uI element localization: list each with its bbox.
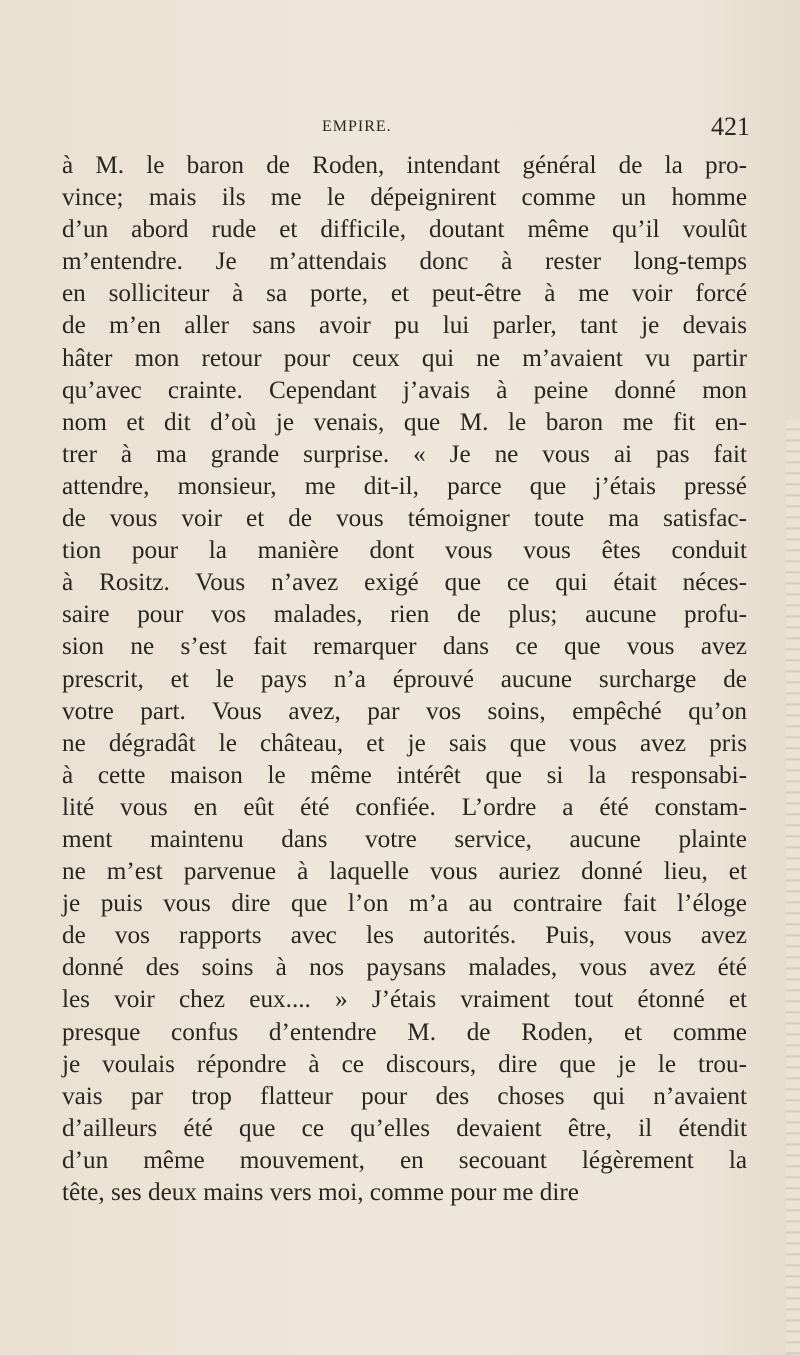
text-line: trer à ma grande surprise. « Je ne vous ai pas fait — [62, 440, 747, 468]
text-line: prescrit, et le pays n’a éprouvé aucune surcharge de — [62, 665, 747, 693]
text-line: d’ailleurs été que ce qu’elles devaient être, il étendit — [62, 1114, 747, 1142]
text-line: à Rositz. Vous n’avez exigé que ce qui était néces- — [62, 569, 747, 597]
text-line: de m’en aller sans avoir pu lui parler, tant je devais — [62, 312, 747, 340]
body-text — [62, 150, 747, 1209]
text-line: sion ne s’est fait remarquer dans ce que vous avez — [62, 633, 747, 661]
text-line: tion pour la manière dont vous vous êtes conduit — [62, 537, 747, 565]
text-line: tête, ses deux mains vers moi, comme pour me dire — [62, 1179, 579, 1206]
text-line: m’entendre. Je m’attendais donc à rester long-temps — [62, 248, 747, 276]
page-header — [60, 112, 750, 148]
text-line: d’un abord rude et difficile, doutant même qu’il voulût — [62, 216, 747, 244]
text-line: saire pour vos malades, rien de plus; aucune profu- — [62, 601, 747, 629]
text-line: hâter mon retour pour ceux qui ne m’avaient vu partir — [62, 344, 747, 372]
text-line: vince; mais ils me le dépeignirent comme un homme — [62, 184, 747, 212]
text-line: qu’avec crainte. Cependant j’avais à peine donné mon — [62, 376, 747, 404]
text-line: ne m’est parvenue à laquelle vous auriez donné lieu, et — [62, 858, 747, 886]
running-head: EMPIRE. — [322, 118, 392, 135]
text-line: votre part. Vous avez, par vos soins, empêché qu’on — [62, 697, 747, 725]
page-number: 421 — [711, 112, 750, 141]
text-line: à M. le baron de Roden, intendant général de la pro- — [62, 152, 747, 179]
text-line: lité vous en eût été confiée. L’ordre a été constam- — [62, 793, 747, 821]
text-line: en solliciteur à sa porte, et peut-être à me voir forcé — [62, 280, 747, 308]
text-line: les voir chez eux.... » J’étais vraiment tout étonné et — [62, 986, 747, 1014]
text-line: ne dégradât le château, et je sais que vous avez pris — [62, 729, 747, 757]
text-line: de vos rapports avec les autorités. Puis, vous avez — [62, 922, 747, 950]
text-line: de vous voir et de vous témoigner toute ma satisfac- — [62, 505, 747, 533]
text-line: à cette maison le même intérêt que si la responsabi- — [62, 761, 747, 789]
text-line: je voulais répondre à ce discours, dire que je le trou- — [62, 1050, 747, 1078]
text-line: je puis vous dire que l’on m’a au contraire fait l’éloge — [62, 890, 747, 918]
text-line: nom et dit d’où je venais, que M. le baron me fit en- — [62, 408, 747, 436]
page-edge — [786, 420, 800, 1355]
text-line: vais par trop flatteur pour des choses qui n’avaient — [62, 1082, 747, 1110]
text-line: d’un même mouvement, en secouant légèrement la — [62, 1146, 747, 1174]
text-line: presque confus d’entendre M. de Roden, et comme — [62, 1018, 747, 1046]
text-line: ment maintenu dans votre service, aucune plainte — [62, 825, 747, 853]
text-line: donné des soins à nos paysans malades, vous avez été — [62, 954, 747, 982]
text-line: attendre, monsieur, me dit-il, parce que j’étais pressé — [62, 472, 747, 500]
